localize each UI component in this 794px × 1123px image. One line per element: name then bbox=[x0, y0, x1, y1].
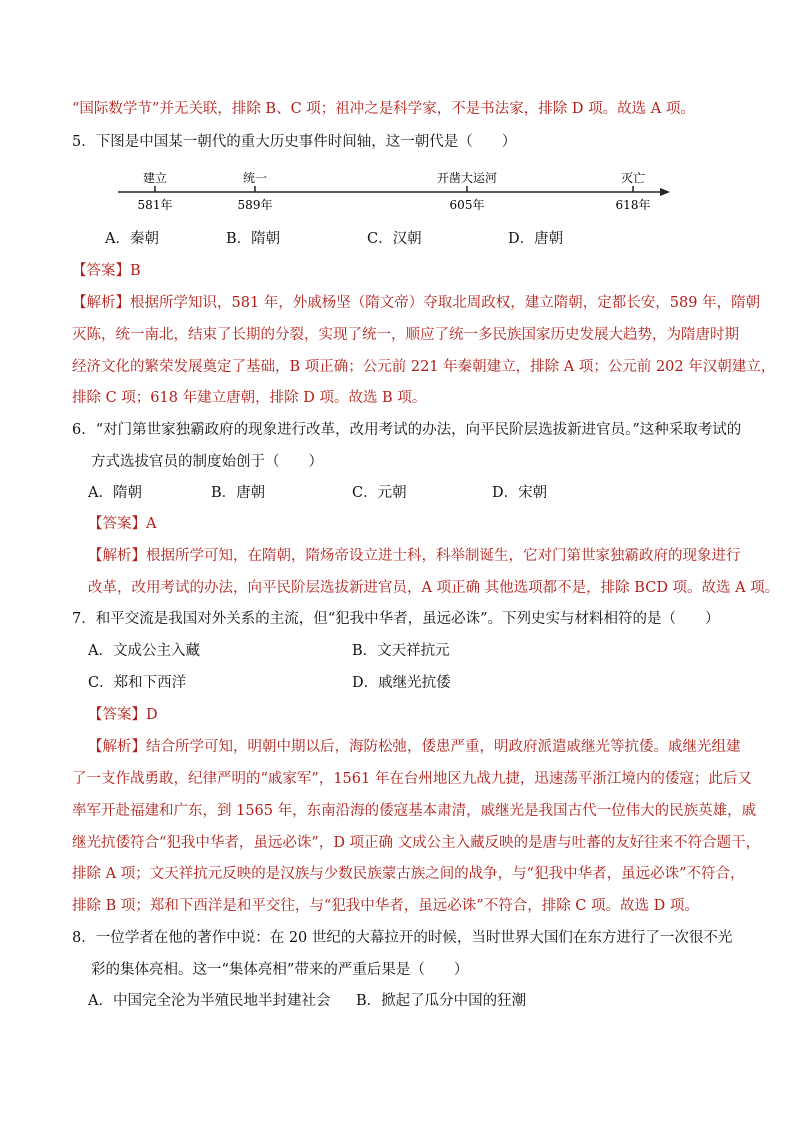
q5-analysis-line-3: 经济文化的繁荣发展奠定了基础，B 项正确；公元前 221 年秦朝建立，排除 A 项；公元前 202 年汉朝建立， bbox=[72, 359, 776, 375]
q7-analysis-line-3: 率军开赴福建和广东，到 1565 年，东南沿海的倭寇基本肃清，戚继光是我国古代一位伟大的民族英雄，戚 bbox=[72, 803, 757, 819]
q5-option-d: D．唐朝 bbox=[508, 231, 564, 247]
analysis-tag: 【解析】 bbox=[88, 548, 146, 564]
q5-timeline bbox=[0, 164, 794, 224]
q7-answer bbox=[88, 705, 158, 725]
q6-option-d: D．宋朝 bbox=[492, 485, 548, 501]
answer-value: D bbox=[146, 707, 158, 723]
timeline-event-2: 统一 bbox=[242, 171, 268, 185]
q5-option-c: C．汉朝 bbox=[367, 231, 422, 247]
analysis-tag: 【解析】 bbox=[88, 739, 146, 755]
q5-option-a: A．秦朝 bbox=[105, 231, 159, 247]
analysis-text: 根据所学知识，581 年，外戚杨坚（隋文帝）夺取北周政权，建立隋朝，定都长安，589 年，隋朝 bbox=[130, 295, 761, 311]
q6-option-a: A．隋朝 bbox=[88, 485, 142, 501]
q5-analysis-line-1 bbox=[72, 293, 760, 313]
timeline-event-4: 灭亡 bbox=[620, 171, 646, 185]
analysis-tag: 【解析】 bbox=[72, 295, 130, 311]
q6-stem-line-1: 6．“对门第世家独霸政府的现象进行改革，改用考试的办法，向平民阶层选拔新进官员。”这种采取考试的 bbox=[72, 422, 742, 438]
timeline-event-1: 建立 bbox=[142, 171, 168, 185]
q7-analysis-line-2: 了一支作战勇敢，纪律严明的“戚家军”，1561 年在台州地区九战九捷，迅速荡平浙江境内的倭寇；此后又 bbox=[72, 771, 752, 787]
answer-value: A bbox=[146, 516, 157, 532]
q8-option-a: A．中国完全沦为半殖民地半封建社会 bbox=[88, 993, 331, 1009]
q7-analysis-line-1 bbox=[88, 737, 741, 757]
q6-option-c: C．元朝 bbox=[352, 485, 407, 501]
q8-stem-line-2: 彩的集体亮相。这一“集体亮相”带来的严重后果是（ ） bbox=[91, 962, 469, 978]
q7-analysis-line-4: 继光抗倭符合“犯我中华者，虽远必诛”，D 项正确 文成公主入藏反映的是唐与吐蕃的友好往来不符合题干， bbox=[72, 835, 761, 851]
q7-option-a: A．文成公主入藏 bbox=[88, 643, 200, 659]
answer-tag: 【答案】 bbox=[72, 263, 130, 279]
analysis-text: 结合所学可知，明朝中期以后，海防松弛，倭患严重，明政府派遣戚继光等抗倭。戚继光组建 bbox=[146, 739, 741, 755]
answer-value: B bbox=[130, 263, 141, 279]
q7-analysis-line-5: 排除 A 项；文天祥抗元反映的是汉族与少数民族蒙古族之间的战争，与“犯我中华者，虽远必诛”不符合， bbox=[72, 866, 745, 882]
q5-stem: 5．下图是中国某一朝代的重大历史事件时间轴，这一朝代是（ ） bbox=[72, 134, 517, 150]
q7-option-d: D．戚继光抗倭 bbox=[352, 675, 451, 691]
q5-analysis-line-2: 灭陈，统一南北，结束了长期的分裂，实现了统一，顺应了统一多民族国家历史发展大趋势，为隋唐时期 bbox=[72, 327, 739, 343]
timeline-year-1: 581年 bbox=[137, 198, 173, 212]
q7-option-c: C．郑和下西洋 bbox=[88, 675, 187, 691]
q6-analysis-line-2: 改革，改用考试的办法，向平民阶层选拔新进官员，A 项正确 其他选项都不是，排除 BCD 项。故选 A 项。 bbox=[88, 580, 780, 596]
q7-analysis-line-6: 排除 B 项；郑和下西洋是和平交往，与“犯我中华者，虽远必诛”不符合，排除 C 项。故选 D 项。 bbox=[72, 898, 699, 914]
q8-option-b: B．掀起了瓜分中国的狂潮 bbox=[356, 993, 527, 1009]
timeline-year-2: 589年 bbox=[237, 198, 273, 212]
q6-stem-line-2: 方式选拔官员的制度始创于（ ） bbox=[91, 454, 323, 470]
q7-option-b: B．文天祥抗元 bbox=[352, 643, 450, 659]
q5-answer bbox=[72, 261, 141, 281]
q8-stem-line-1: 8．一位学者在他的著作中说：在 20 世纪的大幕拉开的时候，当时世界大国们在东方进行了一次很不光 bbox=[72, 930, 733, 946]
q6-option-b: B．唐朝 bbox=[211, 485, 266, 501]
timeline-year-4: 618年 bbox=[615, 198, 651, 212]
q4-analysis-tail: “国际数学节”并无关联，排除 B、C 项；祖冲之是科学家，不是书法家，排除 D 项。故选 A 项。 bbox=[72, 101, 695, 117]
answer-tag: 【答案】 bbox=[88, 707, 146, 723]
analysis-text: 根据所学可知，在隋朝，隋炀帝设立进士科，科举制诞生，它对门第世家独霸政府的现象进行 bbox=[146, 548, 741, 564]
q5-option-b: B．隋朝 bbox=[226, 231, 281, 247]
timeline-year-3: 605年 bbox=[449, 198, 485, 212]
q6-analysis-line-1 bbox=[88, 546, 741, 566]
q5-analysis-line-4: 排除 C 项；618 年建立唐朝，排除 D 项。故选 B 项。 bbox=[72, 390, 427, 406]
timeline-event-3: 开凿大运河 bbox=[436, 171, 498, 185]
answer-tag: 【答案】 bbox=[88, 516, 146, 532]
q6-answer bbox=[88, 514, 156, 534]
q7-stem: 7．和平交流是我国对外关系的主流，但“犯我中华者，虽远必诛”。下列史实与材料相符的是（ ） bbox=[72, 611, 720, 627]
